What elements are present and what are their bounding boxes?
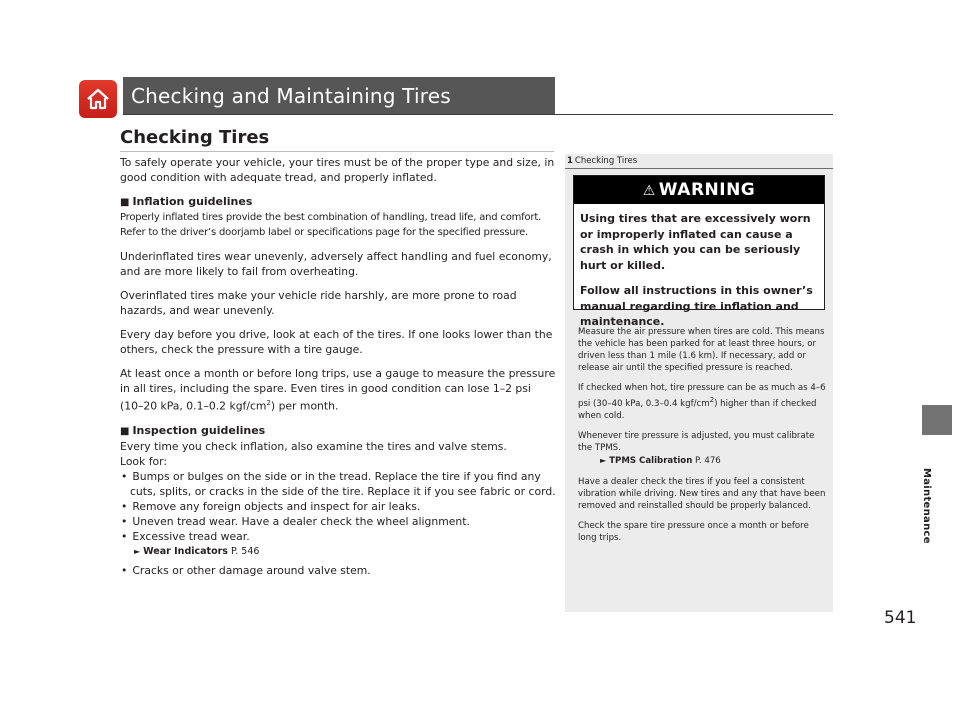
sidebar-header xyxy=(565,154,833,169)
main-body xyxy=(120,155,556,578)
list-item: • Excessive tread wear. xyxy=(120,529,556,544)
page-number: 541 xyxy=(884,608,917,628)
warning-body xyxy=(574,204,824,330)
warning-text-2: Follow all instructions in this owner’s manual regarding tire inflation and maintenance. xyxy=(580,284,813,328)
sidebar-panel xyxy=(565,154,833,612)
xref-page: P. 476 xyxy=(695,455,721,466)
intro-paragraph: To safely operate your vehicle, your tires must be of the proper type and size, in good condition with adequate tread, and properly inflated. xyxy=(120,156,555,184)
sidebar-paragraph-2 xyxy=(578,382,826,422)
superscript: 2 xyxy=(709,396,715,404)
inspection-heading: ■ Inspection guidelines xyxy=(120,423,556,439)
xref-label[interactable]: TPMS Calibration xyxy=(609,455,693,466)
section-tab-marker[interactable] xyxy=(922,405,952,435)
superscript: 2 xyxy=(266,399,271,407)
title-divider xyxy=(123,114,833,115)
warning-text-1: Using tires that are excessively worn or improperly inflated can cause a crash in which you can be seriously hurt or killed. xyxy=(580,212,811,272)
sidebar-title: Checking Tires xyxy=(574,156,638,166)
section-title: Checking Tires xyxy=(120,127,270,148)
inspection-paragraph: Every time you check inflation, also examine the tires and valve stems. xyxy=(120,439,507,453)
inflation-paragraph-2: Underinflated tires wear unevenly, adversely affect handling and fuel economy, and are more likely to fail from overheating. xyxy=(120,250,552,278)
sidebar-paragraph-1: Measure the air pressure when tires are cold. This means the vehicle has been parked for at least three hours, or driven less than 1 mile (1.6 km). If necessary, add or release air until the specified pressure is reached. xyxy=(578,327,825,373)
list-item: • Bumps or bulges on the side or in the tread. Replace the tire if you find any cuts, splits, or cracks in the side of the tire. Replace it if you see fabric or cord. xyxy=(120,469,556,499)
inflation-p5-text: At least once a month or before long trips, use a gauge to measure the pressure in all tires, including the spare. Even tires in good condition can lose 1–2 psi (10–20 kPa, 0.1–0.2 kgf/cm xyxy=(120,367,556,413)
inflation-paragraph-4: Every day before you drive, look at each of the tires. If one looks lower than the others, check the pressure with a tire gauge. xyxy=(120,328,553,356)
list-item: • Remove any foreign objects and inspect for air leaks. xyxy=(120,499,556,514)
warning-box xyxy=(573,175,825,328)
sidebar-p2-text: If checked when hot, tire pressure can be as much as 4–6 psi (30–40 kPa, 0.3–0.4 kgf/cm xyxy=(578,383,826,409)
warning-header xyxy=(574,176,824,204)
warning-triangle-icon: ⚠ xyxy=(642,183,656,199)
sidebar-paragraph-4: Have a dealer check the tires if you feel a consistent vibration while driving. New tires and any that have been removed and reinstalled should be properly balanced. xyxy=(578,476,826,511)
xref-tpms-calibration[interactable] xyxy=(578,454,826,468)
sidebar-marker: 1 xyxy=(567,156,573,166)
arrow-right-icon: ► xyxy=(134,546,141,556)
inspection-list xyxy=(120,469,556,544)
arrow-right-icon: ► xyxy=(600,455,607,465)
home-icon xyxy=(85,86,111,112)
home-button[interactable] xyxy=(79,80,117,118)
list-item: • Uneven tread wear. Have a dealer check the wheel alignment. xyxy=(120,514,556,529)
sidebar-paragraph-3: Whenever tire pressure is adjusted, you must calibrate the TPMS. xyxy=(578,430,815,453)
sidebar-paragraph-5: Check the spare tire pressure once a month or before long trips. xyxy=(578,520,809,543)
sidebar-p2-end: ) higher than if checked when cold. xyxy=(578,398,817,421)
xref-label[interactable]: Wear Indicators xyxy=(143,545,228,557)
section-divider xyxy=(120,151,554,152)
xref-wear-indicators[interactable] xyxy=(120,545,556,559)
xref-page: P. 546 xyxy=(230,545,260,557)
inflation-paragraph-1: Properly inflated tires provide the best combination of handling, tread life, and comfort. Refer to the driver’s doorjamb label or specifications page for the specified pressure. xyxy=(120,212,542,238)
look-for-label: Look for: xyxy=(120,454,168,468)
section-tab-label: Maintenance xyxy=(921,468,932,544)
inflation-p5-end: ) per month. xyxy=(270,399,339,413)
inflation-paragraph-5 xyxy=(120,366,556,414)
inflation-heading: ■ Inflation guidelines xyxy=(120,194,556,210)
list-item: • Cracks or other damage around valve stem. xyxy=(120,563,556,578)
warning-label: WARNING xyxy=(658,180,756,200)
page-title: Checking and Maintaining Tires xyxy=(123,77,555,115)
inflation-paragraph-3: Overinflated tires make your vehicle ride harshly, are more prone to road hazards, and wear unevenly. xyxy=(120,289,517,317)
inspection-list-continued xyxy=(120,563,556,578)
sidebar-body xyxy=(578,326,826,552)
